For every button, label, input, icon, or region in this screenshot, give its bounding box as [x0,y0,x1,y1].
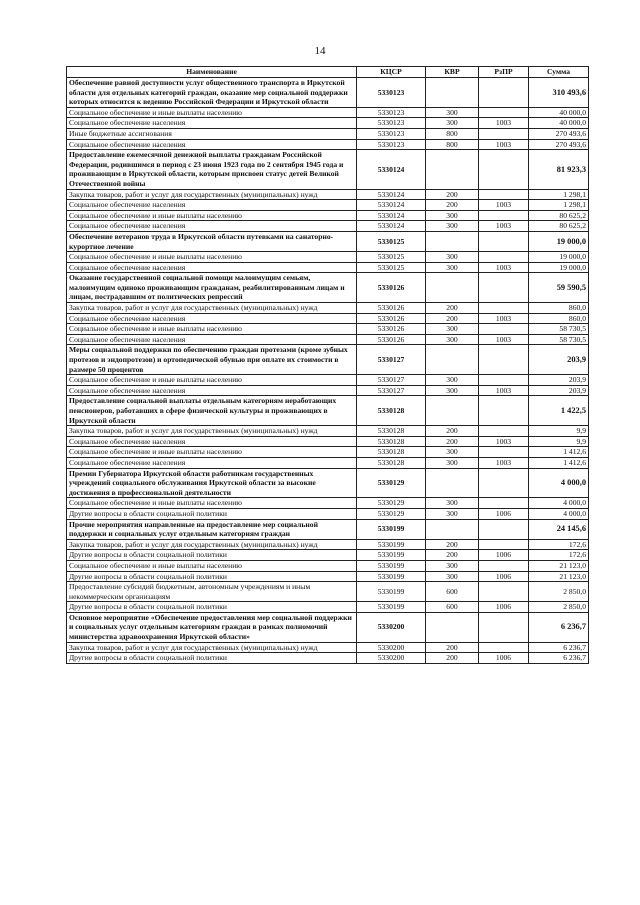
cell-sum: 4 000,0 [529,498,589,509]
cell-kcsr: 5330127 [357,345,426,375]
column-header-kcsr: КЦСР [357,67,426,78]
cell-rzpr [479,324,529,335]
cell-sum: 40 000,0 [529,107,589,118]
cell-sum: 270 493,6 [529,139,589,150]
cell-kvr [426,345,479,375]
cell-rzpr [479,189,529,200]
cell-kvr [426,150,479,189]
cell-sum: 9,9 [529,426,589,437]
table-row [67,78,589,108]
cell-name: Обеспечение ветеранов труда в Иркутской области путевками на санаторно-курортное лечение [67,231,357,251]
cell-kcsr: 5330200 [357,642,426,653]
cell-kcsr: 5330128 [357,436,426,447]
table-row [67,107,589,118]
table-row [67,385,589,396]
cell-kcsr: 5330127 [357,385,426,396]
cell-rzpr: 1003 [479,221,529,232]
cell-kcsr: 5330124 [357,210,426,221]
table-row [67,210,589,221]
cell-kcsr: 5330125 [357,231,426,251]
cell-rzpr: 1003 [479,139,529,150]
cell-rzpr: 1006 [479,571,529,582]
cell-kcsr: 5330200 [357,612,426,642]
cell-sum: 1 422,5 [529,396,589,426]
table-row [67,334,589,345]
table-row [67,436,589,447]
cell-rzpr [479,345,529,375]
cell-rzpr: 1006 [479,550,529,561]
column-header-sum: Сумма [529,67,589,78]
cell-name: Меры социальной поддержки по обеспечению граждан протезами (кроме зубных протезов и эндопротезов) и ортопедической обувью при оплате их стоимости в размере 50 процентов [67,345,357,375]
cell-rzpr [479,642,529,653]
cell-name: Социальное обеспечение населения [67,139,357,150]
cell-name: Социальное обеспечение и иные выплаты населению [67,560,357,571]
cell-name: Социальное обеспечение и иные выплаты населению [67,107,357,118]
cell-kvr: 300 [426,457,479,468]
table-row [67,345,589,375]
table-row [67,602,589,613]
cell-name: Социальное обеспечение и иные выплаты населению [67,498,357,509]
cell-kvr: 300 [426,107,479,118]
cell-name: Предоставление ежемесячной денежной выплаты гражданам Российской Федерации, родившимся в период с 23 июня 1923 года по 2 сентября 1945 года и проживающим в Иркутской области, которым присвоен статус детей Великой Отечественной войны [67,150,357,189]
cell-name: Социальное обеспечение населения [67,457,357,468]
cell-sum: 58 730,5 [529,334,589,345]
cell-sum: 1 412,6 [529,447,589,458]
cell-kcsr: 5330129 [357,498,426,509]
cell-rzpr: 1003 [479,334,529,345]
cell-sum: 1 298,1 [529,189,589,200]
cell-rzpr: 1006 [479,653,529,664]
cell-name: Закупка товаров, работ и услуг для государственных (муниципальных) нужд [67,539,357,550]
table-row [67,150,589,189]
cell-name: Основное мероприятие «Обеспечение предоставления мер социальной поддержки и социальных услуг отдельным категориям граждан в рамках полномочий министерства здравоохранения Иркутской области» [67,612,357,642]
cell-kvr [426,78,479,108]
cell-rzpr [479,128,529,139]
cell-rzpr [479,498,529,509]
table-row [67,550,589,561]
cell-name: Социальное обеспечение и иные выплаты населению [67,324,357,335]
cell-name: Социальное обеспечение населения [67,385,357,396]
cell-kcsr: 5330129 [357,508,426,519]
cell-kcsr: 5330199 [357,539,426,550]
table-row [67,375,589,386]
table-row [67,571,589,582]
cell-sum: 6 236,7 [529,642,589,653]
table-row [67,539,589,550]
cell-kvr: 300 [426,375,479,386]
cell-name: Социальное обеспечение населения [67,262,357,273]
cell-kcsr: 5330125 [357,262,426,273]
cell-kcsr: 5330199 [357,550,426,561]
cell-kvr: 200 [426,436,479,447]
cell-sum: 4 000,0 [529,508,589,519]
column-header-name: Наименование [67,67,357,78]
cell-kcsr: 5330123 [357,118,426,129]
cell-sum: 203,9 [529,385,589,396]
cell-sum: 24 145,6 [529,519,589,539]
cell-kvr: 800 [426,128,479,139]
cell-kvr: 300 [426,210,479,221]
table-row [67,221,589,232]
table-row [67,582,589,602]
table-header-row [67,67,589,78]
cell-kvr: 300 [426,385,479,396]
cell-sum: 310 493,6 [529,78,589,108]
cell-sum: 6 236,7 [529,653,589,664]
cell-name: Другие вопросы в области социальной политики [67,571,357,582]
cell-name: Другие вопросы в области социальной политики [67,602,357,613]
cell-rzpr [479,252,529,263]
cell-sum: 58 730,5 [529,324,589,335]
table-row [67,468,589,498]
cell-kcsr: 5330126 [357,273,426,303]
cell-kcsr: 5330199 [357,582,426,602]
cell-kcsr: 5330128 [357,396,426,426]
cell-sum: 19 000,0 [529,262,589,273]
cell-name: Другие вопросы в области социальной политики [67,550,357,561]
cell-rzpr [479,447,529,458]
cell-kcsr: 5330199 [357,519,426,539]
cell-kvr: 200 [426,642,479,653]
page-number: 14 [314,45,326,57]
cell-sum: 860,0 [529,303,589,314]
cell-kcsr: 5330124 [357,221,426,232]
cell-kvr: 200 [426,426,479,437]
cell-sum: 81 923,3 [529,150,589,189]
cell-name: Закупка товаров, работ и услуг для государственных (муниципальных) нужд [67,189,357,200]
cell-kcsr: 5330128 [357,447,426,458]
cell-name: Социальное обеспечение и иные выплаты населению [67,210,357,221]
cell-kvr: 300 [426,447,479,458]
cell-kvr: 300 [426,324,479,335]
cell-kcsr: 5330128 [357,457,426,468]
cell-kcsr: 5330123 [357,139,426,150]
table-row [67,324,589,335]
cell-kvr: 200 [426,303,479,314]
table-row [67,252,589,263]
cell-kvr [426,519,479,539]
cell-sum: 860,0 [529,313,589,324]
column-header-rzpr: РзПР [479,67,529,78]
cell-sum: 172,6 [529,550,589,561]
table-row [67,139,589,150]
cell-sum: 270 493,6 [529,128,589,139]
cell-rzpr [479,612,529,642]
cell-name: Другие вопросы в области социальной политики [67,508,357,519]
cell-kvr: 800 [426,139,479,150]
cell-name: Прочие мероприятия направленные на предоставление мер социальной поддержки и социальных услуг отдельным категориям граждан [67,519,357,539]
cell-kvr [426,273,479,303]
cell-rzpr: 1003 [479,200,529,211]
cell-sum: 203,9 [529,375,589,386]
cell-kvr: 600 [426,602,479,613]
cell-kcsr: 5330199 [357,602,426,613]
cell-sum: 9,9 [529,436,589,447]
cell-name: Социальное обеспечение и иные выплаты населению [67,447,357,458]
cell-name: Иные бюджетные ассигнования [67,128,357,139]
cell-kvr: 300 [426,508,479,519]
cell-rzpr [479,519,529,539]
cell-kcsr: 5330126 [357,324,426,335]
cell-kcsr: 5330126 [357,334,426,345]
table-row [67,457,589,468]
cell-kcsr: 5330124 [357,200,426,211]
cell-kvr: 300 [426,571,479,582]
cell-kvr: 200 [426,550,479,561]
cell-rzpr: 1003 [479,436,529,447]
cell-kvr [426,396,479,426]
cell-kvr: 300 [426,262,479,273]
cell-kcsr: 5330126 [357,313,426,324]
cell-name: Социальное обеспечение и иные выплаты населению [67,252,357,263]
cell-name: Предоставление субсидий бюджетным, автономным учреждениям и иным некоммерческим организациям [67,582,357,602]
cell-rzpr [479,210,529,221]
cell-sum: 6 236,7 [529,612,589,642]
cell-kvr: 200 [426,539,479,550]
budget-table [66,66,589,664]
table-row [67,498,589,509]
cell-rzpr [479,78,529,108]
cell-rzpr: 1003 [479,262,529,273]
cell-kvr: 300 [426,560,479,571]
cell-kvr: 300 [426,334,479,345]
cell-sum: 4 000,0 [529,468,589,498]
cell-kvr: 300 [426,221,479,232]
cell-name: Оказание государственной социальной помощи малоимущим семьям, малоимущим одиноко проживающим гражданам, реабилитированным лицам и лицам, пострадавшим от политических репрессий [67,273,357,303]
table-row [67,273,589,303]
cell-kvr: 200 [426,653,479,664]
table-row [67,642,589,653]
cell-kvr [426,468,479,498]
cell-name: Социальное обеспечение населения [67,221,357,232]
cell-kvr: 600 [426,582,479,602]
table-row [67,313,589,324]
cell-kvr: 200 [426,200,479,211]
table-row [67,396,589,426]
cell-kcsr: 5330127 [357,375,426,386]
cell-name: Обеспечение равной доступности услуг общественного транспорта в Иркутской области для отдельных категорий граждан, оказание мер социальной поддержки которых относится к ведению Российской Федерации и Иркутской области [67,78,357,108]
cell-sum: 2 850,0 [529,602,589,613]
table-row [67,447,589,458]
cell-name: Социальное обеспечение населения [67,313,357,324]
table-row [67,612,589,642]
table-row [67,303,589,314]
cell-sum: 80 625,2 [529,221,589,232]
cell-rzpr [479,273,529,303]
cell-kvr [426,612,479,642]
column-header-kvr: КВР [426,67,479,78]
table-row [67,508,589,519]
cell-sum: 19 000,0 [529,252,589,263]
cell-rzpr [479,539,529,550]
cell-rzpr: 1003 [479,385,529,396]
cell-rzpr [479,150,529,189]
cell-name: Закупка товаров, работ и услуг для государственных (муниципальных) нужд [67,426,357,437]
cell-rzpr: 1006 [479,602,529,613]
cell-rzpr [479,107,529,118]
cell-name: Премии Губернатора Иркутской области работникам государственных учреждений социального обслуживания Иркутской области за высокие достижения в профессиональной деятельности [67,468,357,498]
cell-kcsr: 5330124 [357,189,426,200]
cell-kcsr: 5330123 [357,107,426,118]
cell-kcsr: 5330199 [357,560,426,571]
cell-kvr: 200 [426,189,479,200]
cell-kvr: 300 [426,252,479,263]
table-row [67,231,589,251]
table-row [67,262,589,273]
cell-rzpr [479,560,529,571]
cell-kcsr: 5330126 [357,303,426,314]
table-row [67,128,589,139]
cell-sum: 203,9 [529,345,589,375]
cell-rzpr [479,396,529,426]
table-row [67,200,589,211]
cell-kcsr: 5330124 [357,150,426,189]
cell-sum: 1 412,6 [529,457,589,468]
cell-kcsr: 5330200 [357,653,426,664]
cell-sum: 59 590,5 [529,273,589,303]
cell-kcsr: 5330125 [357,252,426,263]
cell-name: Социальное обеспечение населения [67,436,357,447]
cell-name: Закупка товаров, работ и услуг для государственных (муниципальных) нужд [67,303,357,314]
table-row [67,653,589,664]
cell-rzpr: 1003 [479,118,529,129]
cell-kcsr: 5330129 [357,468,426,498]
table-row [67,519,589,539]
table-row [67,560,589,571]
cell-kvr: 300 [426,118,479,129]
cell-name: Социальное обеспечение населения [67,200,357,211]
cell-rzpr [479,426,529,437]
cell-sum: 1 298,1 [529,200,589,211]
cell-sum: 21 123,0 [529,571,589,582]
cell-kcsr: 5330199 [357,571,426,582]
cell-name: Предоставление социальной выплаты отдельным категориям неработающих пенсионеров, работавших в сфере физической культуры и проживающих в Иркутской области [67,396,357,426]
cell-sum: 2 850,0 [529,582,589,602]
table-row [67,189,589,200]
cell-kcsr: 5330128 [357,426,426,437]
cell-kvr: 200 [426,313,479,324]
cell-rzpr [479,468,529,498]
cell-kcsr: 5330123 [357,128,426,139]
cell-name: Социальное обеспечение населения [67,118,357,129]
table-row [67,118,589,129]
cell-sum: 172,6 [529,539,589,550]
cell-rzpr: 1003 [479,457,529,468]
cell-rzpr [479,582,529,602]
cell-rzpr [479,303,529,314]
cell-kvr [426,231,479,251]
cell-rzpr [479,231,529,251]
cell-sum: 19 000,0 [529,231,589,251]
cell-sum: 80 625,2 [529,210,589,221]
cell-rzpr: 1006 [479,508,529,519]
table-body [67,78,589,664]
cell-kvr: 300 [426,498,479,509]
cell-name: Другие вопросы в области социальной политики [67,653,357,664]
cell-sum: 40 000,0 [529,118,589,129]
table-row [67,426,589,437]
cell-rzpr: 1003 [479,313,529,324]
cell-kcsr: 5330123 [357,78,426,108]
cell-name: Социальное обеспечение населения [67,334,357,345]
cell-name: Социальное обеспечение и иные выплаты населению [67,375,357,386]
cell-sum: 21 123,0 [529,560,589,571]
cell-rzpr [479,375,529,386]
cell-name: Закупка товаров, работ и услуг для государственных (муниципальных) нужд [67,642,357,653]
